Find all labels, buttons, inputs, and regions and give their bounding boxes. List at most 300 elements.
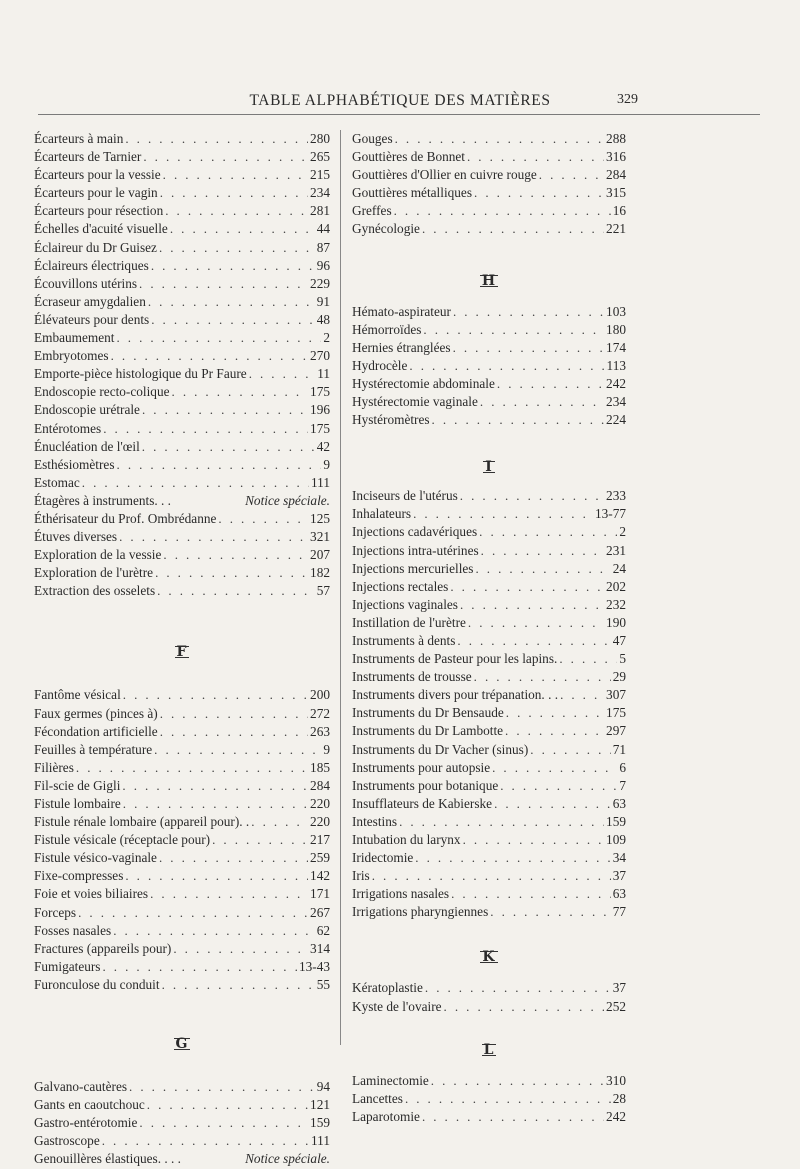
index-entry-term: Gants en caoutchouc — [34, 1097, 145, 1113]
index-entry-term: Énucléation de l'œil — [34, 438, 140, 454]
index-entry-page: 44 — [316, 221, 330, 237]
index-entry — [34, 759, 330, 777]
index-entry-term: Instruments à dents — [352, 632, 456, 648]
index-entry — [352, 614, 626, 632]
index-entry — [34, 795, 330, 813]
dot-leader — [415, 849, 610, 867]
dot-leader — [422, 1108, 604, 1126]
index-entry-term: Kyste de l'ovaire — [352, 998, 442, 1014]
index-entry-page: 310 — [606, 1072, 626, 1088]
header-rule — [38, 114, 760, 115]
index-entry-term: Instruments du Dr Vacher (sinus) — [352, 741, 529, 757]
index-entry — [34, 1096, 330, 1114]
dot-leader — [559, 650, 617, 668]
index-entry — [352, 741, 626, 759]
index-entry — [34, 958, 330, 976]
dot-leader — [475, 560, 610, 578]
index-entry-page: 71 — [612, 741, 626, 757]
index-entry — [34, 420, 330, 438]
dot-leader — [413, 505, 593, 523]
index-entry-term: Estomac — [34, 474, 80, 490]
index-entry — [352, 903, 626, 921]
index-entry-page: 217 — [310, 832, 330, 848]
index-entry-page: 87 — [316, 239, 330, 255]
index-entry-term: Fixe-compresses — [34, 868, 124, 884]
index-entry — [352, 411, 626, 429]
index-entry — [352, 1108, 626, 1126]
dot-leader — [111, 347, 308, 365]
index-entry — [352, 777, 626, 795]
index-entry — [34, 940, 330, 958]
index-entry-term: Laminectomie — [352, 1072, 429, 1088]
index-entry-page: 159 — [606, 813, 626, 829]
index-entry — [352, 998, 626, 1016]
index-entry — [34, 275, 330, 293]
index-entry-page: 125 — [310, 510, 330, 526]
index-entry-page: 77 — [612, 904, 626, 920]
index-entry — [352, 560, 626, 578]
index-entry-page: 113 — [606, 357, 626, 373]
index-entry — [352, 704, 626, 722]
dot-leader — [539, 166, 604, 184]
index-entry-term: Éthérisateur du Prof. Ombrédanne — [34, 510, 217, 526]
index-entry-term: Écarteurs de Tarnier — [34, 149, 142, 165]
index-entry-page: 233 — [606, 488, 626, 504]
index-entry-term: Instruments de Pasteur pour les lapins. — [352, 651, 558, 667]
index-entry — [34, 885, 330, 903]
index-entry — [34, 564, 330, 582]
dot-leader — [409, 357, 604, 375]
page-header — [0, 92, 800, 114]
index-entry-page: 231 — [606, 542, 626, 558]
index-entry-term: Irrigations nasales — [352, 886, 450, 902]
dot-leader — [122, 777, 308, 795]
index-entry — [34, 257, 330, 275]
dot-leader — [453, 339, 604, 357]
index-entry-page: 220 — [310, 814, 330, 830]
index-entry-page: 11 — [317, 366, 330, 382]
index-entry-page: 16 — [612, 203, 626, 219]
dot-leader — [157, 582, 315, 600]
index-entry — [34, 1078, 330, 1096]
index-entry-page: 185 — [310, 759, 330, 775]
dot-leader — [154, 741, 321, 759]
index-entry-page: 270 — [310, 348, 330, 364]
index-entry-page: 24 — [612, 560, 626, 576]
index-entry-page: 47 — [612, 632, 626, 648]
index-entry-page: 2 — [323, 330, 330, 346]
index-entry — [352, 795, 626, 813]
dot-leader — [444, 998, 605, 1016]
index-entry-page: 63 — [612, 886, 626, 902]
index-entry-page: 297 — [606, 723, 626, 739]
dot-leader — [163, 166, 308, 184]
dot-leader — [119, 528, 308, 546]
dot-leader — [451, 885, 611, 903]
index-entry-term: Inhalateurs — [352, 506, 412, 522]
index-entry-term: Éclaireur du Dr Guisez — [34, 239, 157, 255]
index-entry-term: Instruments pour botanique — [352, 777, 499, 793]
index-entry — [34, 1114, 330, 1132]
index-entry-page: 267 — [310, 904, 330, 920]
index-entry-term: Hystéromètres — [352, 412, 430, 428]
page-number: 329 — [617, 92, 638, 107]
index-entry-page: 94 — [316, 1079, 330, 1095]
index-entry — [352, 632, 626, 650]
dot-leader — [163, 546, 308, 564]
dot-leader — [125, 867, 308, 885]
dot-leader — [422, 220, 604, 238]
index-entry-term: Entérotomes — [34, 420, 102, 436]
index-entry-page: 159 — [310, 1115, 330, 1131]
index-entry-page: 7 — [619, 777, 626, 793]
dot-leader — [450, 578, 604, 596]
dot-leader — [150, 885, 308, 903]
index-entry — [352, 578, 626, 596]
index-entry-term: Écarteurs pour la vessie — [34, 167, 161, 183]
index-entry-term: Éclaireurs électriques — [34, 257, 149, 273]
dot-leader — [117, 456, 322, 474]
dot-leader — [460, 487, 604, 505]
index-entry-term: Fistule lombaire — [34, 796, 121, 811]
index-entry-term: Hystérectomie vaginale — [352, 394, 478, 410]
index-entry-page: 62 — [316, 922, 330, 938]
index-entry — [352, 979, 626, 997]
index-entry-term: Kératoplastie — [352, 980, 423, 996]
index-entry-page: 252 — [606, 998, 626, 1014]
index-entry-page: 232 — [606, 596, 626, 612]
letter-heading-i: I — [485, 459, 493, 476]
index-entry — [352, 523, 626, 541]
index-entry-term: Injections rectales — [352, 578, 449, 594]
index-entry — [352, 1090, 626, 1108]
index-entry-page: 316 — [606, 149, 626, 165]
index-entry-term: Foie et voies biliaires — [34, 886, 149, 902]
dot-leader — [102, 1132, 309, 1150]
dot-leader — [162, 976, 315, 994]
dot-leader — [425, 979, 611, 997]
index-entry-page: 29 — [612, 669, 626, 685]
index-entry-term: Fistule vésico-vaginale — [34, 850, 157, 866]
index-entry-page: 190 — [606, 614, 626, 630]
index-entry-term: Greffes — [352, 203, 392, 219]
index-entry-term: Instruments de trousse — [352, 669, 472, 685]
index-entry-page: 202 — [606, 578, 626, 594]
column-divider — [340, 130, 341, 1045]
index-entry-page: 180 — [606, 321, 626, 337]
index-entry — [34, 383, 330, 401]
index-entry-term: Instruments du Dr Lambotte — [352, 723, 504, 739]
index-entry-page: 224 — [606, 412, 626, 428]
index-entry-term: Injections cadavériques — [352, 524, 478, 540]
index-entry — [34, 293, 330, 311]
index-entry-term: Intubation du larynx — [352, 832, 461, 847]
index-entry — [352, 813, 626, 831]
index-section-e — [34, 130, 330, 600]
index-entry-page: 9 — [323, 456, 330, 472]
index-entry — [34, 686, 330, 704]
right-column — [352, 130, 626, 1126]
index-entry-page: 182 — [310, 565, 330, 581]
index-entry — [352, 650, 626, 668]
index-entry — [352, 339, 626, 357]
index-entry — [352, 148, 626, 166]
dot-leader — [395, 130, 604, 148]
dot-leader — [394, 202, 611, 220]
index-entry-page: 175 — [310, 420, 330, 436]
index-entry — [34, 347, 330, 365]
index-entry — [352, 505, 626, 523]
index-entry-page: 200 — [310, 687, 330, 703]
index-section-l — [352, 1072, 626, 1126]
index-entry-term: Extraction des osselets — [34, 583, 156, 599]
index-entry — [34, 922, 330, 940]
index-entry-page: 109 — [606, 832, 626, 847]
index-entry-term: Inciseurs de l'utérus — [352, 488, 458, 504]
index-entry — [34, 1132, 330, 1150]
dot-leader — [492, 759, 617, 777]
index-entry — [352, 357, 626, 375]
index-entry-term: Iridectomie — [352, 850, 414, 866]
index-entry-page: 63 — [612, 795, 626, 811]
index-entry-term: Lancettes — [352, 1090, 403, 1106]
dot-leader — [82, 474, 309, 492]
dot-leader — [432, 411, 605, 429]
index-entry-term: Gouges — [352, 131, 393, 146]
dot-leader — [123, 795, 308, 813]
index-entry — [34, 528, 330, 546]
letter-heading-g: G — [175, 1036, 189, 1053]
index-entry-page: 242 — [606, 375, 626, 391]
dot-leader — [460, 596, 604, 614]
running-title: TABLE ALPHABÉTIQUE DES MATIÈRES — [249, 92, 551, 109]
index-entry-term: Hernies étranglées — [352, 339, 451, 355]
index-entry — [34, 849, 330, 867]
index-entry-term: Hystérectomie abdominale — [352, 375, 495, 391]
index-entry-term: Laparotomie — [352, 1108, 420, 1124]
index-entry-page: 37 — [612, 868, 626, 884]
index-entry — [352, 130, 626, 148]
dot-leader — [494, 795, 611, 813]
index-entry — [34, 705, 330, 723]
index-entry-term: Hémorroïdes — [352, 321, 422, 337]
index-entry-term: Écarteurs pour le vagin — [34, 185, 158, 201]
index-entry-term: Furonculose du conduit — [34, 976, 160, 992]
index-entry — [352, 321, 626, 339]
dot-leader — [405, 1090, 611, 1108]
index-entry-page: 9 — [323, 741, 330, 757]
index-section-k — [352, 979, 626, 1015]
index-entry-page: 48 — [316, 311, 330, 327]
index-entry-term: Injections vaginales — [352, 596, 458, 612]
index-entry — [34, 202, 330, 220]
dot-leader — [129, 1078, 315, 1096]
index-entry-page: 111 — [311, 474, 330, 490]
index-entry-page: 13-43 — [298, 958, 330, 974]
index-entry-term: Hydrocèle — [352, 357, 408, 373]
index-entry-page: 121 — [310, 1097, 330, 1113]
index-entry-term: Gouttières métalliques — [352, 185, 473, 201]
index-entry-term: Instruments pour autopsie — [352, 759, 491, 775]
index-entry — [352, 596, 626, 614]
index-entry-term: Étuves diverses — [34, 529, 118, 545]
index-entry-page: 288 — [606, 131, 626, 146]
index-entry-term: Fil-scie de Gigli — [34, 777, 121, 793]
index-entry — [352, 686, 626, 704]
dot-leader — [155, 564, 308, 582]
index-entry-term: Filières — [34, 759, 74, 775]
dot-leader — [142, 438, 315, 456]
index-entry-page: 96 — [316, 257, 330, 273]
index-entry — [34, 741, 330, 759]
dot-leader — [423, 321, 604, 339]
dot-leader — [139, 1114, 308, 1132]
index-entry — [352, 885, 626, 903]
dot-leader — [160, 184, 308, 202]
dot-leader — [530, 741, 610, 759]
index-entry-page: 280 — [310, 131, 330, 146]
index-entry-term: Fantôme vésical — [34, 687, 121, 703]
index-entry — [352, 867, 626, 885]
index-entry-page: 196 — [310, 402, 330, 418]
index-entry-page: 55 — [316, 976, 330, 992]
index-entry-term: Fistule rénale lombaire (appareil pour). . — [34, 814, 250, 830]
index-entry — [34, 867, 330, 885]
index-entry-term: Hémato-aspirateur — [352, 303, 451, 319]
left-column — [34, 130, 330, 1169]
index-entry-page: Notice spéciale. — [245, 492, 330, 508]
index-entry-page: 307 — [606, 687, 626, 703]
index-entry-term: Fractures (appareils pour) — [34, 940, 172, 956]
dot-leader — [160, 705, 308, 723]
dot-leader — [125, 130, 308, 148]
dot-leader — [212, 831, 308, 849]
dot-leader — [479, 523, 617, 541]
index-entry-page: 28 — [612, 1090, 626, 1106]
index-entry — [34, 148, 330, 166]
dot-leader — [113, 922, 315, 940]
index-entry-page: 234 — [606, 394, 626, 410]
dot-leader — [151, 311, 314, 329]
index-entry-page: 103 — [606, 303, 626, 319]
index-entry — [34, 166, 330, 184]
dot-leader — [506, 704, 604, 722]
letter-heading-l: L — [483, 1041, 495, 1058]
index-section-g-continued — [352, 130, 626, 239]
index-entry-term: Gouttières d'Ollier en cuivre rouge — [352, 167, 537, 183]
dot-leader — [170, 220, 315, 238]
dot-leader — [480, 393, 604, 411]
index-entry — [352, 184, 626, 202]
index-entry-page: 315 — [606, 185, 626, 201]
letter-heading-f: F — [176, 644, 188, 661]
dot-leader — [159, 239, 315, 257]
index-entry-page: 2 — [619, 524, 626, 540]
dot-leader — [399, 813, 604, 831]
index-entry — [352, 220, 626, 238]
index-entry — [34, 438, 330, 456]
index-entry — [34, 813, 330, 831]
index-entry-page: 171 — [310, 886, 330, 902]
index-entry — [34, 184, 330, 202]
dot-leader — [467, 148, 604, 166]
index-entry-page: 175 — [606, 705, 626, 721]
index-entry-term: Endoscopie recto-colique — [34, 384, 170, 400]
dot-leader — [103, 420, 308, 438]
dot-leader — [497, 375, 604, 393]
index-entry — [34, 311, 330, 329]
index-entry — [34, 220, 330, 238]
index-entry-term: Fistule vésicale (réceptacle pour) — [34, 832, 211, 848]
index-entry — [34, 777, 330, 795]
index-entry-page: 234 — [310, 185, 330, 201]
index-entry-term: Écarteurs à main — [34, 131, 124, 146]
index-entry-term: Faux germes (pinces à) — [34, 705, 158, 721]
dot-leader — [148, 293, 315, 311]
index-entry-page: 34 — [612, 850, 626, 866]
index-entry — [34, 492, 330, 510]
dot-leader — [76, 759, 308, 777]
index-entry-term: Fosses nasales — [34, 922, 112, 938]
index-entry-page: 220 — [310, 796, 330, 811]
index-entry — [352, 759, 626, 777]
index-entry-term: Genouillères élastiques. . . . — [34, 1151, 181, 1167]
index-entry-term: Exploration de la vessie — [34, 547, 162, 563]
index-entry-term: Feuilles à température — [34, 741, 153, 757]
index-entry-page: 5 — [619, 651, 626, 667]
index-entry-page: 321 — [310, 529, 330, 545]
index-entry — [34, 130, 330, 148]
dot-leader — [172, 383, 309, 401]
index-entry — [34, 510, 330, 528]
dot-leader — [457, 632, 610, 650]
index-section-h — [352, 303, 626, 430]
dot-leader — [463, 831, 604, 849]
index-entry — [34, 723, 330, 741]
index-entry — [352, 166, 626, 184]
dot-leader — [165, 202, 308, 220]
index-entry-term: Iris — [352, 868, 370, 884]
index-entry-term: Esthésiomètres — [34, 456, 115, 472]
index-entry-page: 142 — [310, 868, 330, 884]
index-entry-term: Galvano-cautères — [34, 1079, 128, 1095]
index-entry — [352, 393, 626, 411]
index-entry-term: Gynécologie — [352, 221, 420, 237]
index-entry — [34, 546, 330, 564]
index-entry-page: 175 — [310, 384, 330, 400]
dot-leader — [481, 542, 604, 560]
index-entry — [352, 668, 626, 686]
index-entry — [34, 976, 330, 994]
index-entry-page: 272 — [310, 705, 330, 721]
dot-leader — [431, 1072, 604, 1090]
index-entry-term: Insufflateurs de Kabierske — [352, 795, 493, 811]
index-entry-page: 215 — [310, 167, 330, 183]
index-entry — [34, 831, 330, 849]
dot-leader — [505, 722, 604, 740]
index-entry-term: Injections intra-utérines — [352, 542, 479, 558]
index-entry-page: 91 — [316, 293, 330, 309]
dot-leader — [139, 275, 308, 293]
index-entry — [34, 1150, 330, 1168]
index-entry — [34, 474, 330, 492]
index-entry-page: 37 — [612, 980, 626, 996]
index-section-f — [34, 686, 330, 994]
dot-leader — [474, 668, 611, 686]
index-entry-term: Échelles d'acuité visuelle — [34, 221, 168, 237]
index-entry — [352, 202, 626, 220]
dot-leader — [474, 184, 604, 202]
